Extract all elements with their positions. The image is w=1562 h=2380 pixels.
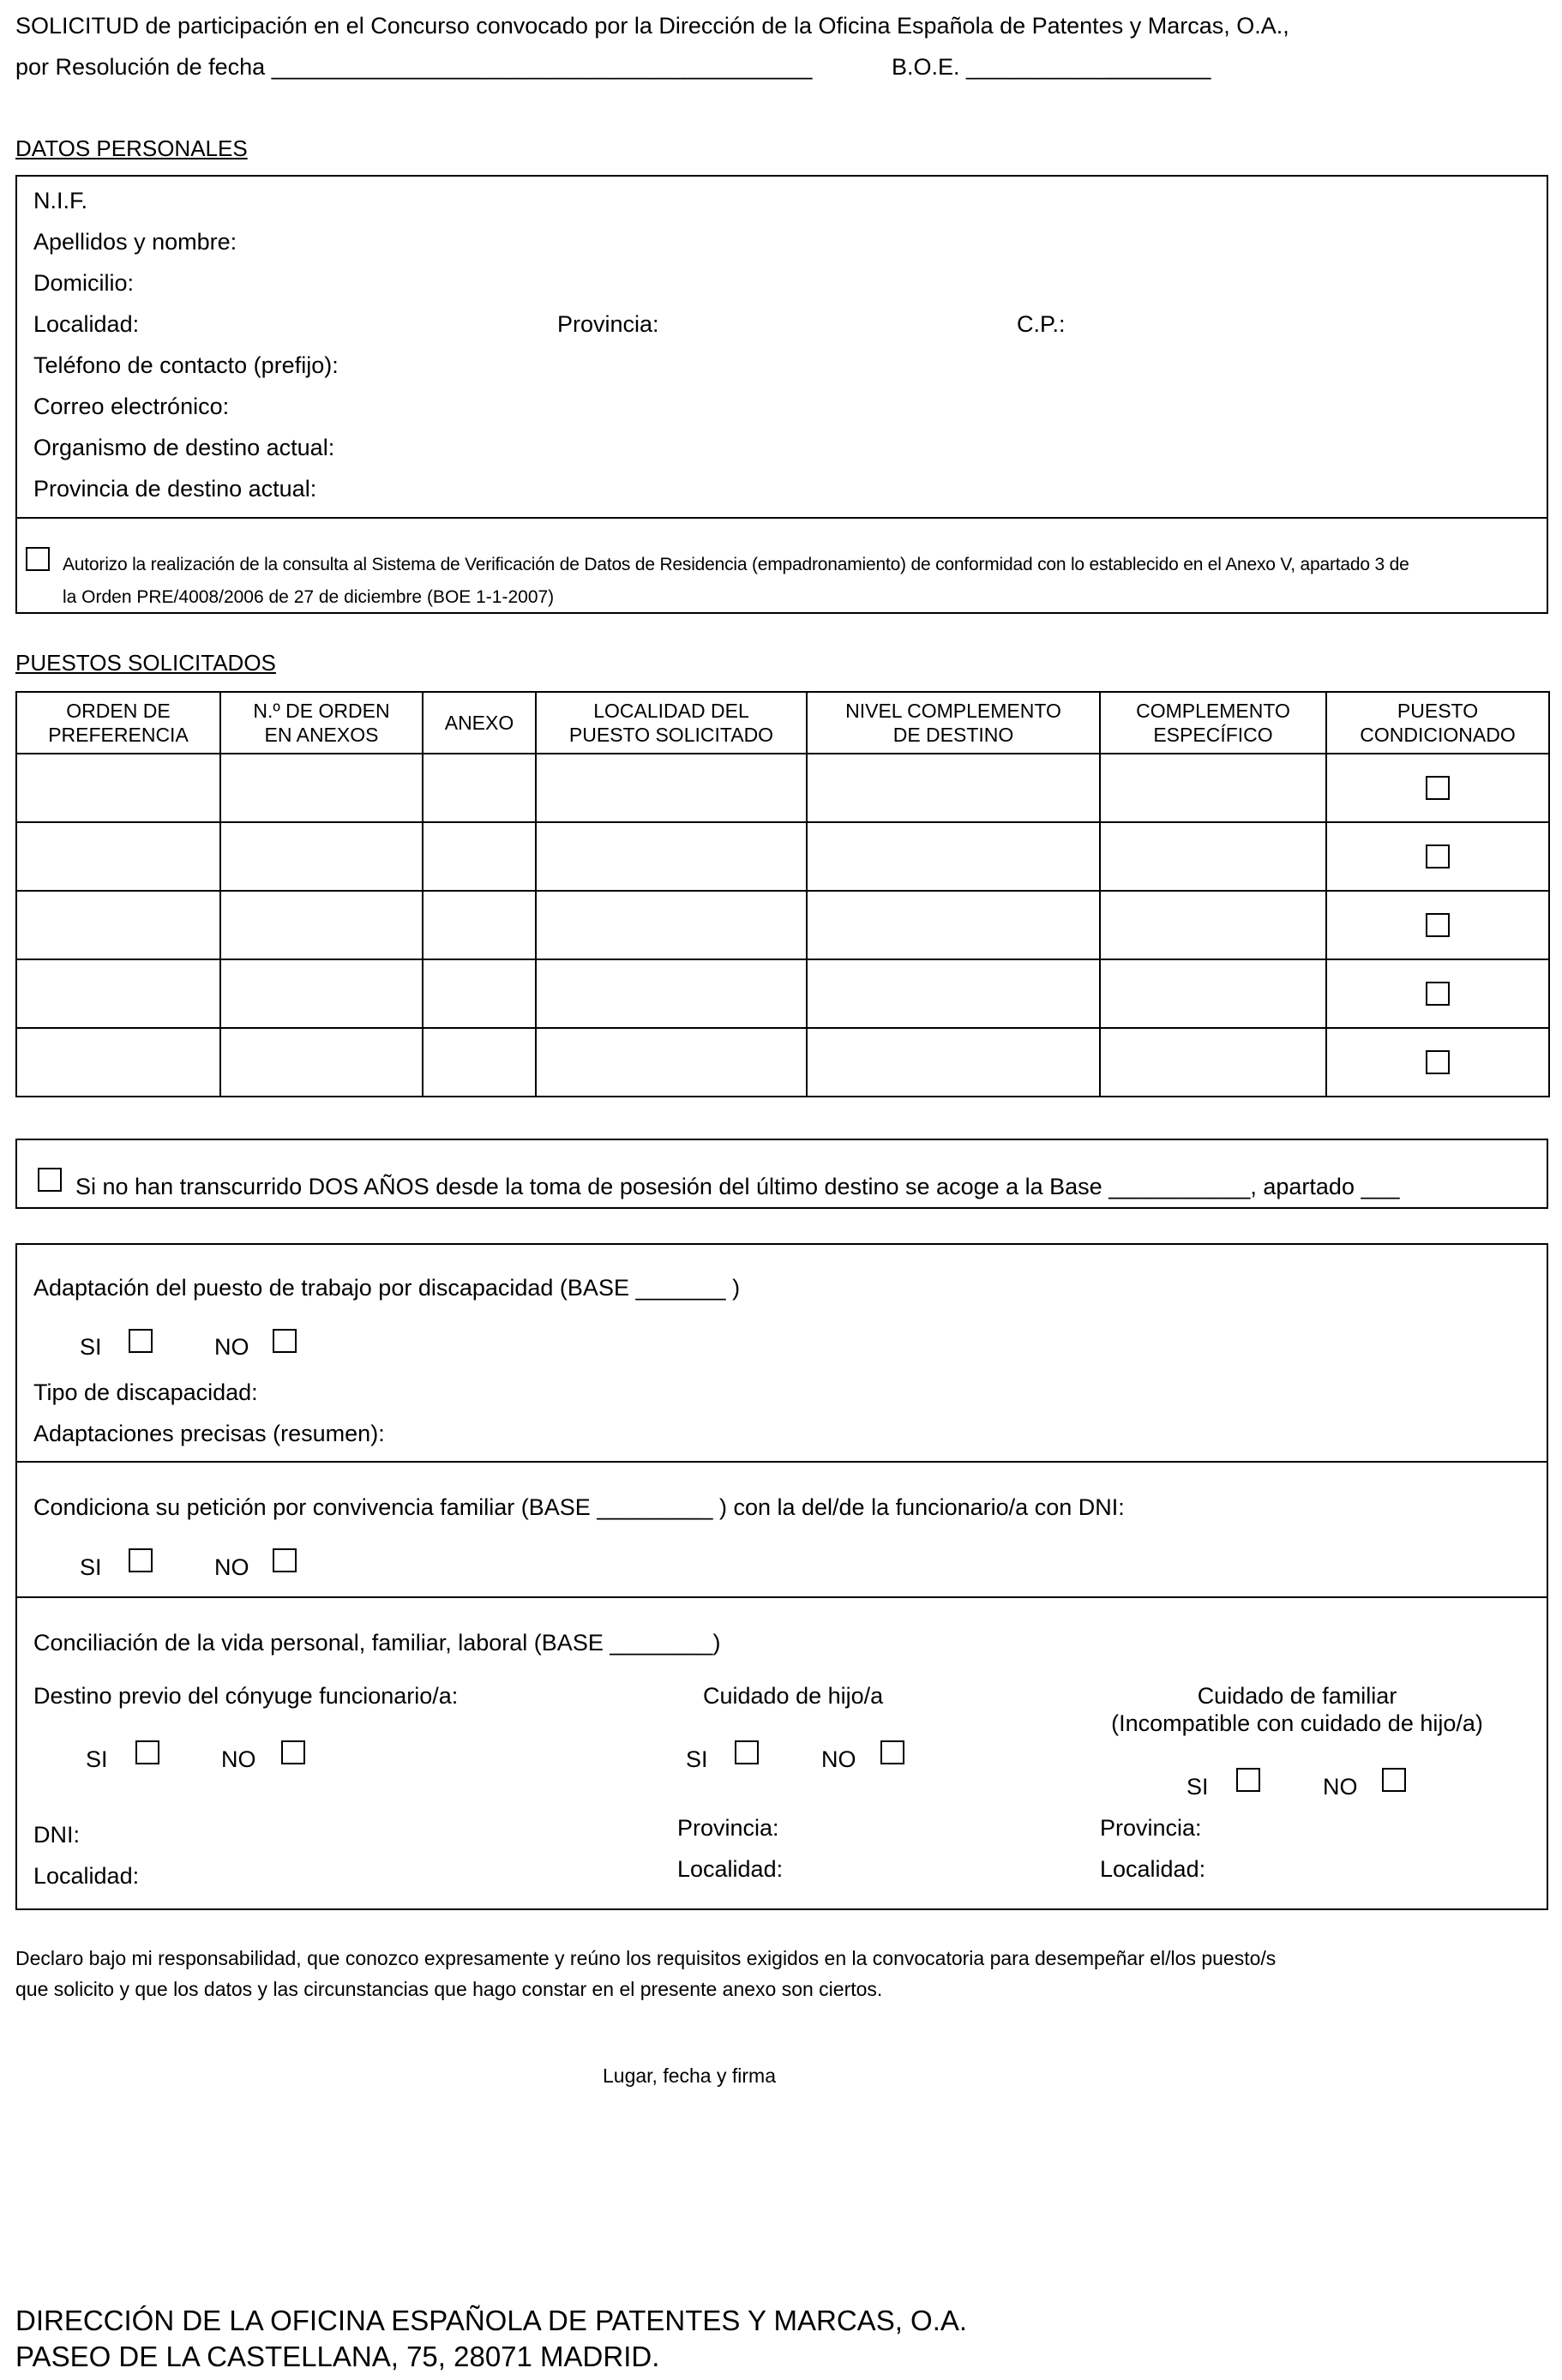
provincia-destino-field[interactable]: Provincia de destino actual:	[33, 476, 317, 502]
footer-address-line1: DIRECCIÓN DE LA OFICINA ESPAÑOLA DE PATENTES Y MARCAS, O.A.	[15, 2305, 968, 2336]
cell-anexo[interactable]	[423, 822, 536, 891]
discapacidad-si-label: SI	[80, 1334, 102, 1360]
datos-personales-divider	[15, 517, 1548, 519]
familiar-no-checkbox[interactable]	[1382, 1768, 1406, 1792]
boe-field[interactable]: B.O.E. ___________________	[892, 54, 1211, 80]
cell-orden[interactable]	[16, 891, 220, 959]
conyuge-dni-field[interactable]: DNI:	[33, 1822, 80, 1848]
cell-orden[interactable]	[16, 959, 220, 1028]
cell-localidad[interactable]	[536, 754, 807, 822]
cell-orden[interactable]	[16, 822, 220, 891]
cell-condicionado	[1326, 891, 1549, 959]
correo-field[interactable]: Correo electrónico:	[33, 394, 230, 419]
table-row	[16, 822, 1549, 891]
form-heading-line1: SOLICITUD de participación en el Concurso convocado por la Dirección de la Oficina Española de Patentes y Marcas, O.A.,	[15, 13, 1289, 39]
col-complemento-especifico: COMPLEMENTO ESPECÍFICO	[1100, 692, 1326, 754]
puestos-table	[15, 691, 1550, 1097]
declaracion-line1: Declaro bajo mi responsabilidad, que conozco expresamente y reúno los requisitos exigidos en la convocatoria para desempeñar el/los puesto/s	[15, 1947, 1277, 1969]
cell-orden[interactable]	[16, 754, 220, 822]
organismo-field[interactable]: Organismo de destino actual:	[33, 435, 335, 460]
familiar-provincia-field[interactable]: Provincia:	[1100, 1815, 1202, 1841]
cell-anexo[interactable]	[423, 1028, 536, 1097]
cell-localidad[interactable]	[536, 822, 807, 891]
cell-nivel[interactable]	[807, 822, 1100, 891]
col-orden-preferencia: ORDEN DE PREFERENCIA	[16, 692, 220, 754]
cuidado-familiar-note: (Incompatible con cuidado de hijo/a)	[1111, 1710, 1483, 1736]
cell-complemento[interactable]	[1100, 822, 1326, 891]
cell-condicionado	[1326, 754, 1549, 822]
hijo-no-label: NO	[821, 1746, 856, 1772]
conyuge-localidad-field[interactable]: Localidad:	[33, 1863, 140, 1889]
hijo-no-checkbox[interactable]	[880, 1740, 904, 1764]
cell-condicionado	[1326, 959, 1549, 1028]
col-puesto-condicionado: PUESTO CONDICIONADO	[1326, 692, 1549, 754]
cell-nivel[interactable]	[807, 891, 1100, 959]
convivencia-no-checkbox[interactable]	[273, 1548, 297, 1572]
familiar-si-checkbox[interactable]	[1236, 1768, 1260, 1792]
cell-numero[interactable]	[220, 1028, 423, 1097]
domicilio-field[interactable]: Domicilio:	[33, 270, 135, 296]
declaracion-line2: que solicito y que los datos y las circunstancias que hago constar en el presente anexo son ciertos.	[15, 1978, 883, 2000]
localidad-field[interactable]: Localidad:	[33, 311, 140, 337]
cell-anexo[interactable]	[423, 959, 536, 1028]
cuidado-hijo-label: Cuidado de hijo/a	[703, 1683, 884, 1709]
col-nivel-complemento: NIVEL COMPLEMENTO DE DESTINO	[807, 692, 1100, 754]
hijo-localidad-field[interactable]: Localidad:	[677, 1856, 784, 1882]
autorizo-text-line2: la Orden PRE/4008/2006 de 27 de diciembre (BOE 1-1-2007)	[63, 587, 555, 607]
convivencia-no-label: NO	[214, 1554, 249, 1580]
condicionado-checkbox[interactable]	[1426, 982, 1450, 1006]
familiar-si-label: SI	[1187, 1774, 1209, 1800]
conyuge-no-checkbox[interactable]	[281, 1740, 305, 1764]
cell-complemento[interactable]	[1100, 891, 1326, 959]
hijo-si-checkbox[interactable]	[735, 1740, 759, 1764]
cell-condicionado	[1326, 1028, 1549, 1097]
table-header-row	[16, 692, 1549, 754]
condiciones-divider-1	[15, 1461, 1548, 1463]
discapacidad-si-checkbox[interactable]	[129, 1329, 153, 1353]
discapacidad-no-label: NO	[214, 1334, 249, 1360]
conyuge-si-checkbox[interactable]	[135, 1740, 159, 1764]
nif-field[interactable]: N.I.F.	[33, 188, 88, 213]
destino-conyuge-label: Destino previo del cónyuge funcionario/a:	[33, 1683, 459, 1709]
convivencia-si-checkbox[interactable]	[129, 1548, 153, 1572]
cell-numero[interactable]	[220, 959, 423, 1028]
discapacidad-no-checkbox[interactable]	[273, 1329, 297, 1353]
discapacidad-title: Adaptación del puesto de trabajo por discapacidad (BASE _______ )	[33, 1275, 741, 1301]
familiar-no-label: NO	[1323, 1774, 1358, 1800]
conyuge-si-label: SI	[86, 1746, 108, 1772]
cell-anexo[interactable]	[423, 891, 536, 959]
cell-localidad[interactable]	[536, 1028, 807, 1097]
col-localidad: LOCALIDAD DEL PUESTO SOLICITADO	[536, 692, 807, 754]
resolucion-fecha-field[interactable]: por Resolución de fecha __________________________________________	[15, 54, 813, 80]
cell-localidad[interactable]	[536, 959, 807, 1028]
cell-nivel[interactable]	[807, 1028, 1100, 1097]
provincia-field[interactable]: Provincia:	[557, 311, 659, 337]
cell-condicionado	[1326, 822, 1549, 891]
cell-nivel[interactable]	[807, 959, 1100, 1028]
familiar-localidad-field[interactable]: Localidad:	[1100, 1856, 1206, 1882]
convivencia-title: Condiciona su petición por convivencia familiar (BASE _________ ) con la del/de la funcionario/a con DNI:	[33, 1494, 1125, 1520]
section-title-puestos: PUESTOS SOLICITADOS	[15, 650, 276, 676]
dos-anos-checkbox[interactable]	[38, 1168, 62, 1192]
table-row	[16, 754, 1549, 822]
hijo-si-label: SI	[686, 1746, 708, 1772]
cell-anexo[interactable]	[423, 754, 536, 822]
cell-nivel[interactable]	[807, 754, 1100, 822]
cell-numero[interactable]	[220, 822, 423, 891]
tipo-discapacidad-field[interactable]: Tipo de discapacidad:	[33, 1379, 258, 1405]
cell-complemento[interactable]	[1100, 754, 1326, 822]
cell-numero[interactable]	[220, 891, 423, 959]
cell-localidad[interactable]	[536, 891, 807, 959]
condicionado-checkbox[interactable]	[1426, 913, 1450, 937]
condiciones-divider-2	[15, 1596, 1548, 1598]
condicionado-checkbox[interactable]	[1426, 776, 1450, 800]
cell-complemento[interactable]	[1100, 1028, 1326, 1097]
table-row	[16, 891, 1549, 959]
firma-label: Lugar, fecha y firma	[603, 2064, 776, 2087]
datos-personales-box	[15, 175, 1548, 614]
cell-numero[interactable]	[220, 754, 423, 822]
section-title-datos-personales: DATOS PERSONALES	[15, 135, 248, 161]
autorizo-checkbox[interactable]	[26, 547, 50, 571]
convivencia-si-label: SI	[80, 1554, 102, 1580]
cp-field[interactable]: C.P.:	[1017, 311, 1066, 337]
hijo-provincia-field[interactable]: Provincia:	[677, 1815, 779, 1841]
autorizo-text-line1: Autorizo la realización de la consulta al Sistema de Verificación de Datos de Residencia (empadronamiento) de conformidad con lo establecido en el Anexo V, apartado 3 de	[63, 555, 1409, 574]
conyuge-no-label: NO	[221, 1746, 256, 1772]
col-numero-orden: N.º DE ORDEN EN ANEXOS	[220, 692, 423, 754]
cell-orden[interactable]	[16, 1028, 220, 1097]
condicionado-checkbox[interactable]	[1426, 844, 1450, 868]
footer-address-line2: PASEO DE LA CASTELLANA, 75, 28071 MADRID.	[15, 2341, 660, 2372]
table-row	[16, 959, 1549, 1028]
condicionado-checkbox[interactable]	[1426, 1050, 1450, 1074]
adaptaciones-field[interactable]: Adaptaciones precisas (resumen):	[33, 1421, 385, 1446]
cuidado-familiar-label: Cuidado de familiar	[1197, 1683, 1397, 1709]
col-anexo: ANEXO	[423, 692, 536, 754]
telefono-field[interactable]: Teléfono de contacto (prefijo):	[33, 352, 339, 378]
conciliacion-title: Conciliación de la vida personal, familiar, laboral (BASE ________)	[33, 1630, 721, 1656]
dos-anos-text: Si no han transcurrido DOS AÑOS desde la toma de posesión del último destino se acoge a la Base ___________, apartado ___	[75, 1174, 1400, 1199]
table-row	[16, 1028, 1549, 1097]
cell-complemento[interactable]	[1100, 959, 1326, 1028]
apellidos-field[interactable]: Apellidos y nombre:	[33, 229, 237, 255]
